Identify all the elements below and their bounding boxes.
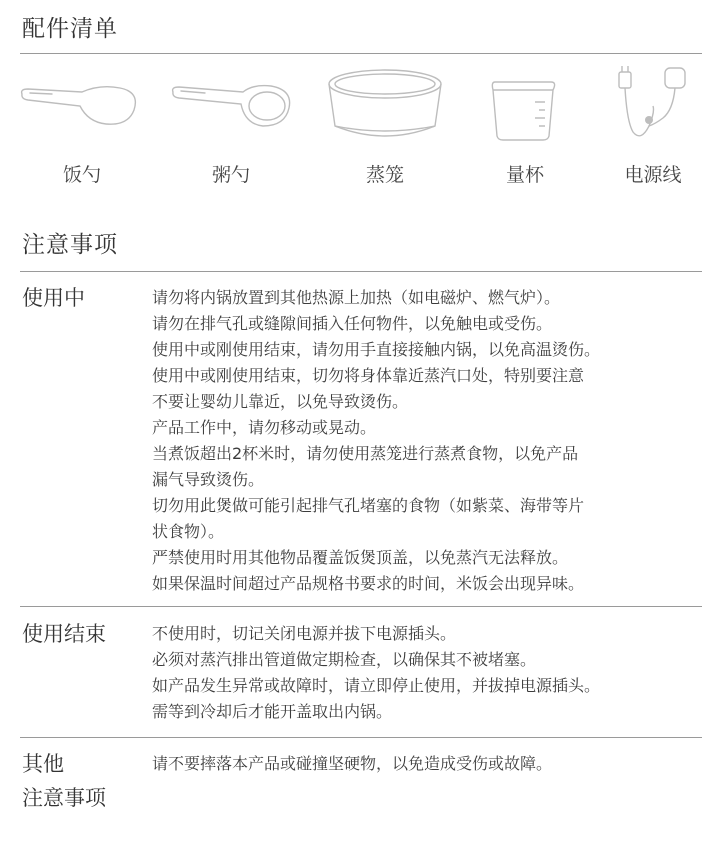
note-line: 请不要摔落本产品或碰撞坚硬物，以免造成受伤或故障。	[152, 754, 553, 773]
section-heading-line: 使用结束	[22, 622, 106, 646]
steamer-basket-icon	[315, 62, 455, 152]
note-line: 当煮饭超出2杯米时，请勿使用蒸笼进行蒸煮食物，以免产品	[152, 444, 579, 463]
note-line: 严禁使用时用其他物品覆盖饭煲顶盖，以免蒸汽无法释放。	[152, 548, 569, 567]
section-heading	[22, 747, 106, 815]
note-line: 使用中或刚使用结束，请勿用手直接接触内锅，以免高温烫伤。	[152, 340, 601, 359]
accessory-item	[161, 62, 301, 192]
note-line: 必须对蒸汽排出管道做定期检查，以确保其不被堵塞。	[152, 650, 537, 669]
rice-paddle-icon	[12, 62, 152, 152]
section-body	[152, 285, 712, 597]
note-line: 不要让婴幼儿靠近，以免导致烫伤。	[152, 392, 409, 411]
accessory-item	[455, 62, 595, 192]
power-cord-icon	[583, 62, 720, 152]
section-body	[152, 751, 712, 777]
note-line: 使用中或刚使用结束，切勿将身体靠近蒸汽口处，特别要注意	[152, 366, 585, 385]
section-heading-line: 使用中	[22, 286, 85, 310]
accessory-item	[583, 62, 720, 192]
divider	[20, 737, 702, 738]
note-line: 状食物）。	[152, 522, 225, 541]
section-heading-line: 其他	[22, 752, 64, 776]
note-line: 产品工作中，请勿移动或晃动。	[152, 418, 377, 437]
ladle-icon	[161, 62, 301, 152]
note-line: 如果保温时间超过产品规格书要求的时间，米饭会出现异味。	[152, 574, 585, 593]
measuring-cup-icon	[455, 62, 595, 152]
accessory-label: 蒸笼	[365, 164, 404, 186]
accessory-label: 量杯	[505, 164, 544, 186]
accessory-label: 粥勺	[211, 164, 250, 186]
accessory-item	[315, 62, 455, 192]
accessories-title: 配件清单	[22, 16, 118, 42]
section-heading	[22, 281, 85, 315]
accessory-label: 电源线	[624, 164, 682, 186]
note-line: 请勿将内锅放置到其他热源上加热（如电磁炉、燃气炉）。	[152, 288, 561, 307]
note-line: 漏气导致烫伤。	[152, 470, 265, 489]
note-line: 如产品发生异常或故障时，请立即停止使用，并拔掉电源插头。	[152, 676, 601, 695]
divider	[20, 53, 702, 54]
section-body	[152, 621, 712, 725]
note-line: 不使用时，切记关闭电源并拔下电源插头。	[152, 624, 457, 643]
section-heading-line: 注意事项	[22, 786, 106, 810]
note-line: 需等到冷却后才能开盖取出内锅。	[152, 702, 393, 721]
accessory-item	[12, 62, 152, 192]
note-line: 请勿在排气孔或缝隙间插入任何物件，以免触电或受伤。	[152, 314, 553, 333]
note-line: 切勿用此煲做可能引起排气孔堵塞的食物（如紫菜、海带等片	[152, 496, 585, 515]
divider	[20, 271, 702, 272]
accessory-label: 饭勺	[62, 164, 101, 186]
divider	[20, 606, 702, 607]
accessory-list	[0, 62, 720, 192]
section-heading	[22, 617, 106, 651]
notes-title: 注意事项	[22, 232, 118, 258]
